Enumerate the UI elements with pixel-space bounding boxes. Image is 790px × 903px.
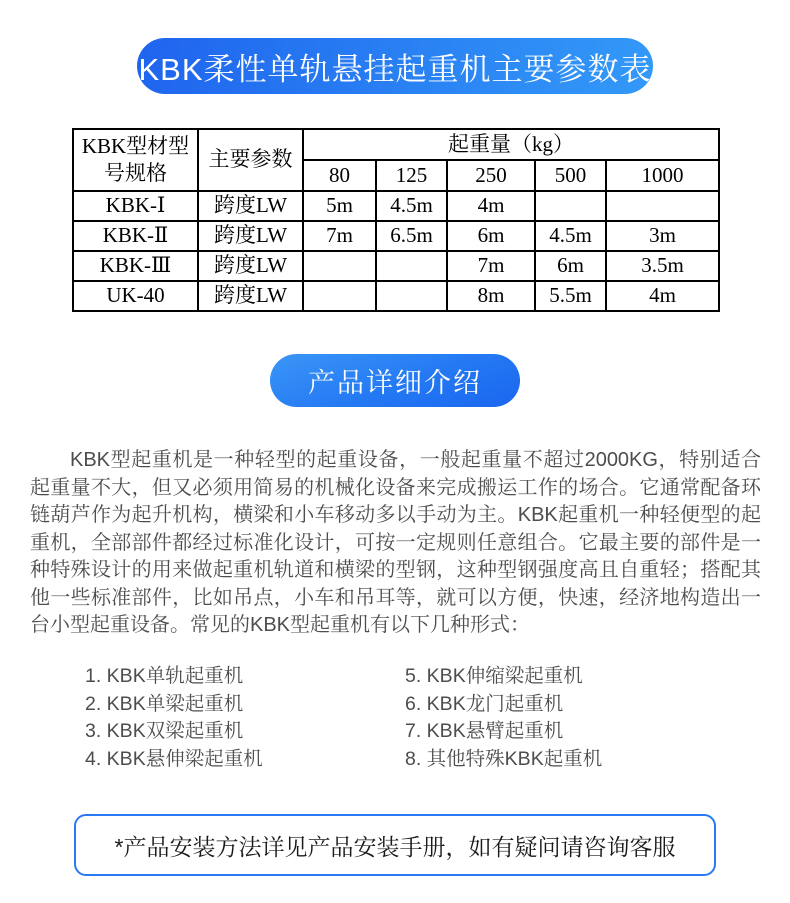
table-row <box>73 251 719 281</box>
list-item: 7. KBK悬臂起重机 <box>405 720 564 742</box>
capacity-header: 250 <box>447 160 535 191</box>
model-cell: KBK-Ⅱ <box>73 221 198 251</box>
intro-paragraph: KBK型起重机是一种轻型的起重设备，一般起重量不超过2000KG，特别适合起重量不大，但又必须用简易的机械化设备来完成搬运工作的场合。它通常配备环链葫芦作为起升机构，横梁和小车移动多以手动为主。KBK起重机一种轻便型的起重机，全部部件都经过标准化设计，可按一定规则任意组合。它最主要的部件是一种特殊设计的用来做起重机轨道和横梁的型钢，这种型钢强度高且自重轻；搭配其他一些标准部件，比如吊点，小车和吊耳等，就可以方便，快速，经济地构造出一台小型起重设备。常见的KBK型起重机有以下几种形式： <box>30 449 761 636</box>
list-item: 5. KBK伸缩梁起重机 <box>405 665 583 687</box>
list-item: 1. KBK单轨起重机 <box>85 665 244 687</box>
page-title: KBK柔性单轨悬挂起重机主要参数表 <box>138 51 652 87</box>
value-cell: 6m <box>535 251 606 281</box>
installation-notice-box <box>74 814 716 876</box>
capacity-header: 125 <box>376 160 447 191</box>
capacity-header: 80 <box>303 160 376 191</box>
col-header-capacity-group: 起重量（kg） <box>303 129 719 160</box>
model-cell: KBK-Ⅰ <box>73 191 198 221</box>
value-cell: 6.5m <box>376 221 447 251</box>
value-cell: 3.5m <box>606 251 719 281</box>
param-cell: 跨度LW <box>198 281 303 311</box>
table-row <box>73 191 719 221</box>
main-title-banner <box>137 38 653 94</box>
section-header-product-intro <box>270 354 520 407</box>
value-cell <box>376 281 447 311</box>
table-row <box>73 221 719 251</box>
value-cell: 5.5m <box>535 281 606 311</box>
model-cell: KBK-Ⅲ <box>73 251 198 281</box>
col-header-param: 主要参数 <box>198 129 303 191</box>
list-item: 6. KBK龙门起重机 <box>405 692 564 715</box>
value-cell: 4.5m <box>535 221 606 251</box>
value-cell: 7m <box>303 221 376 251</box>
value-cell: 6m <box>447 221 535 251</box>
col-header-model: KBK型材型号规格 <box>73 129 198 191</box>
list-item: 2. KBK单梁起重机 <box>85 692 244 715</box>
crane-type-lists <box>85 663 715 773</box>
param-cell: 跨度LW <box>198 221 303 251</box>
value-cell: 4m <box>447 191 535 221</box>
list-item: 8. 其他特殊KBK起重机 <box>405 747 603 770</box>
capacity-header: 1000 <box>606 160 719 191</box>
value-cell <box>376 251 447 281</box>
crane-type-list-left <box>85 663 405 773</box>
list-item: 3. KBK双梁起重机 <box>85 720 244 742</box>
value-cell: 4.5m <box>376 191 447 221</box>
model-cell: UK-40 <box>73 281 198 311</box>
list-item: 4. KBK悬伸梁起重机 <box>85 747 263 770</box>
parameters-table <box>72 128 720 312</box>
value-cell: 4m <box>606 281 719 311</box>
capacity-header: 500 <box>535 160 606 191</box>
value-cell: 8m <box>447 281 535 311</box>
value-cell: 5m <box>303 191 376 221</box>
crane-type-list-right <box>405 663 715 773</box>
table-row <box>73 281 719 311</box>
value-cell <box>606 191 719 221</box>
section-title: 产品详细介绍 <box>308 368 482 398</box>
value-cell <box>303 251 376 281</box>
param-cell: 跨度LW <box>198 251 303 281</box>
value-cell <box>303 281 376 311</box>
value-cell: 3m <box>606 221 719 251</box>
installation-notice-text: *产品安装方法详见产品安装手册，如有疑问请咨询客服 <box>114 833 676 860</box>
param-cell: 跨度LW <box>198 191 303 221</box>
value-cell <box>535 191 606 221</box>
value-cell: 7m <box>447 251 535 281</box>
